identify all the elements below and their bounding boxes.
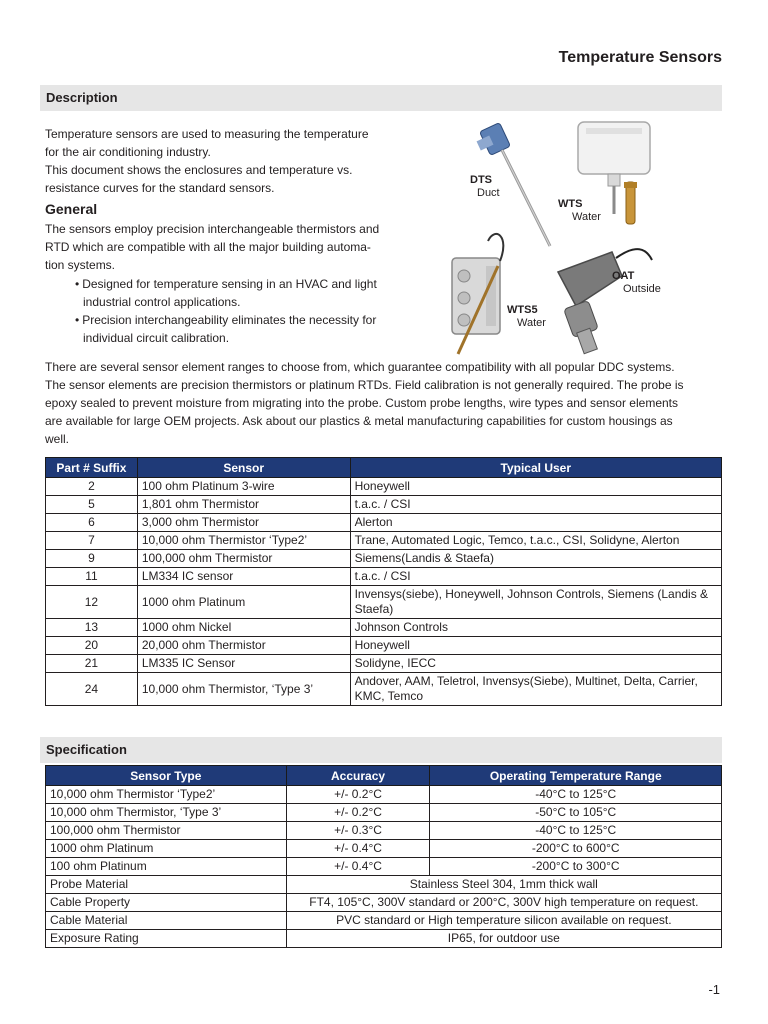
- property-value-cell: IP65, for outdoor use: [286, 930, 721, 948]
- table-row: [46, 619, 722, 637]
- typical-user-cell: Honeywell: [350, 637, 721, 655]
- table-row: [46, 822, 722, 840]
- table-header-row: [46, 458, 722, 478]
- specification-table: [45, 765, 722, 948]
- accuracy-cell: +/- 0.2°C: [286, 786, 430, 804]
- sensor-name: Outside: [623, 283, 661, 295]
- column-header: Sensor: [137, 458, 350, 478]
- intro-line: well.: [45, 432, 70, 446]
- description-text: [45, 125, 435, 197]
- feature-list: [73, 275, 403, 347]
- sensor-cell: 1,801 ohm Thermistor: [137, 496, 350, 514]
- page-title: Temperature Sensors: [558, 49, 722, 66]
- accuracy-cell: +/- 0.4°C: [286, 840, 430, 858]
- column-header: Typical User: [350, 458, 721, 478]
- typical-user-cell: Siemens(Landis & Staefa): [350, 550, 721, 568]
- general-heading: General: [45, 201, 98, 217]
- table-row: [46, 840, 722, 858]
- part-suffix-cell: 20: [46, 637, 138, 655]
- table-row: [46, 894, 722, 912]
- intro-line: There are several sensor element ranges to choose from, which guarantee compatibility with all popular DDC systems.: [45, 360, 675, 374]
- sensor-label-oat: [612, 270, 661, 296]
- sensor-code: WTS5: [507, 304, 538, 316]
- table-row: [46, 655, 722, 673]
- table-row: [46, 514, 722, 532]
- typical-user-cell: t.a.c. / CSI: [350, 568, 721, 586]
- typical-user-cell: Johnson Controls: [350, 619, 721, 637]
- part-suffix-cell: 2: [46, 478, 138, 496]
- sensor-cell: LM334 IC sensor: [137, 568, 350, 586]
- sensor-cell: LM335 IC Sensor: [137, 655, 350, 673]
- part-suffix-cell: 12: [46, 586, 138, 619]
- accuracy-cell: +/- 0.4°C: [286, 858, 430, 876]
- temperature-range-cell: -200°C to 600°C: [430, 840, 722, 858]
- table-row: [46, 550, 722, 568]
- intro-line: are available for large OEM projects. Ask about our plastics & metal manufacturing capabilities for custom housings as: [45, 414, 673, 428]
- temperature-range-cell: -50°C to 105°C: [430, 804, 722, 822]
- sensor-cell: 10,000 ohm Thermistor, ‘Type 3’: [137, 673, 350, 706]
- sensor-type-cell: 1000 ohm Platinum: [46, 840, 287, 858]
- sensor-cell: 1000 ohm Platinum: [137, 586, 350, 619]
- table-row: [46, 637, 722, 655]
- enclosure-sensor-image: [452, 234, 503, 354]
- part-suffix-cell: 24: [46, 673, 138, 706]
- feature-bullet: • Designed for temperature sensing in an HVAC and light industrial control applications.: [73, 275, 403, 311]
- table-row: [46, 858, 722, 876]
- table-row: [46, 586, 722, 619]
- sensor-cell: 1000 ohm Nickel: [137, 619, 350, 637]
- table-row: [46, 786, 722, 804]
- temperature-range-cell: -200°C to 300°C: [430, 858, 722, 876]
- property-name-cell: Cable Property: [46, 894, 287, 912]
- intro-paragraph: [45, 358, 725, 448]
- property-name-cell: Exposure Rating: [46, 930, 287, 948]
- sensor-label-dts: [470, 174, 500, 200]
- general-line: The sensors employ precision interchangeable thermistors and: [45, 222, 380, 236]
- table-row: [46, 496, 722, 514]
- column-header: Operating Temperature Range: [430, 766, 722, 786]
- property-value-cell: FT4, 105°C, 300V standard or 200°C, 300V high temperature on request.: [286, 894, 721, 912]
- sensor-cell: 10,000 ohm Thermistor ‘Type2’: [137, 532, 350, 550]
- sensor-name: Water: [517, 317, 546, 329]
- property-value-cell: PVC standard or High temperature silicon available on request.: [286, 912, 721, 930]
- general-text: [45, 220, 435, 274]
- sensor-illustration: [440, 116, 730, 361]
- column-header: Accuracy: [286, 766, 430, 786]
- sensor-label-wts5: [507, 304, 546, 330]
- specification-heading: Specification: [46, 742, 127, 757]
- property-value-cell: Stainless Steel 304, 1mm thick wall: [286, 876, 721, 894]
- feature-bullet: • Precision interchangeability eliminates the necessity for individual circuit calibration.: [73, 311, 403, 347]
- typical-user-cell: Alerton: [350, 514, 721, 532]
- part-suffix-cell: 13: [46, 619, 138, 637]
- temperature-range-cell: -40°C to 125°C: [430, 786, 722, 804]
- sensor-name: Duct: [477, 187, 500, 199]
- page-number: -1: [708, 982, 720, 997]
- part-suffix-cell: 5: [46, 496, 138, 514]
- typical-user-cell: Trane, Automated Logic, Temco, t.a.c., CSI, Solidyne, Alerton: [350, 532, 721, 550]
- sensor-code: WTS: [558, 198, 583, 210]
- sensor-type-cell: 10,000 ohm Thermistor ‘Type2’: [46, 786, 287, 804]
- description-line: This document shows the enclosures and temperature vs.: [45, 163, 353, 177]
- sensor-cell: 20,000 ohm Thermistor: [137, 637, 350, 655]
- part-suffix-table: [45, 457, 722, 706]
- property-name-cell: Cable Material: [46, 912, 287, 930]
- table-header-row: [46, 766, 722, 786]
- part-suffix-cell: 9: [46, 550, 138, 568]
- part-suffix-cell: 21: [46, 655, 138, 673]
- column-header: Sensor Type: [46, 766, 287, 786]
- sensor-cell: 3,000 ohm Thermistor: [137, 514, 350, 532]
- table-row: [46, 876, 722, 894]
- typical-user-cell: Andover, AAM, Teletrol, Invensys(Siebe), Multinet, Delta, Carrier, KMC, Temco: [350, 673, 721, 706]
- sensor-type-cell: 100 ohm Platinum: [46, 858, 287, 876]
- table-row: [46, 478, 722, 496]
- sensor-code: OAT: [612, 270, 635, 282]
- table-row: [46, 804, 722, 822]
- part-suffix-cell: 11: [46, 568, 138, 586]
- typical-user-cell: t.a.c. / CSI: [350, 496, 721, 514]
- intro-line: epoxy sealed to prevent moisture from migrating into the probe. Custom probe lengths, wire types and sensor elements: [45, 396, 678, 410]
- typical-user-cell: Invensys(siebe), Honeywell, Johnson Controls, Siemens (Landis & Staefa): [350, 586, 721, 619]
- sensor-type-cell: 10,000 ohm Thermistor, ‘Type 3’: [46, 804, 287, 822]
- property-name-cell: Probe Material: [46, 876, 287, 894]
- table-row: [46, 568, 722, 586]
- specification-section-bar: [40, 737, 722, 763]
- sensor-name: Water: [572, 211, 601, 223]
- part-suffix-cell: 7: [46, 532, 138, 550]
- sensor-code: DTS: [470, 174, 492, 186]
- typical-user-cell: Solidyne, IECC: [350, 655, 721, 673]
- table-row: [46, 930, 722, 948]
- description-line: Temperature sensors are used to measuring the temperature: [45, 127, 369, 141]
- temperature-range-cell: -40°C to 125°C: [430, 822, 722, 840]
- table-row: [46, 532, 722, 550]
- general-line: tion systems.: [45, 258, 116, 272]
- description-heading: Description: [46, 90, 118, 105]
- description-line: resistance curves for the standard sensors.: [45, 181, 275, 195]
- general-line: RTD which are compatible with all the major building automa-: [45, 240, 371, 254]
- sensor-product-images: [440, 116, 730, 361]
- sensor-cell: 100,000 ohm Thermistor: [137, 550, 350, 568]
- part-suffix-cell: 6: [46, 514, 138, 532]
- table-row: [46, 912, 722, 930]
- table-row: [46, 673, 722, 706]
- typical-user-cell: Honeywell: [350, 478, 721, 496]
- accuracy-cell: +/- 0.3°C: [286, 822, 430, 840]
- sensor-cell: 100 ohm Platinum 3-wire: [137, 478, 350, 496]
- column-header: Part # Suffix: [46, 458, 138, 478]
- description-section-bar: [40, 85, 722, 111]
- outside-air-sensor-image: [558, 249, 652, 354]
- intro-line: The sensor elements are precision thermistors or platinum RTDs. Field calibration is not generally required. The probe is: [45, 378, 684, 392]
- description-line: for the air conditioning industry.: [45, 145, 211, 159]
- sensor-label-wts: [558, 198, 601, 224]
- accuracy-cell: +/- 0.2°C: [286, 804, 430, 822]
- sensor-type-cell: 100,000 ohm Thermistor: [46, 822, 287, 840]
